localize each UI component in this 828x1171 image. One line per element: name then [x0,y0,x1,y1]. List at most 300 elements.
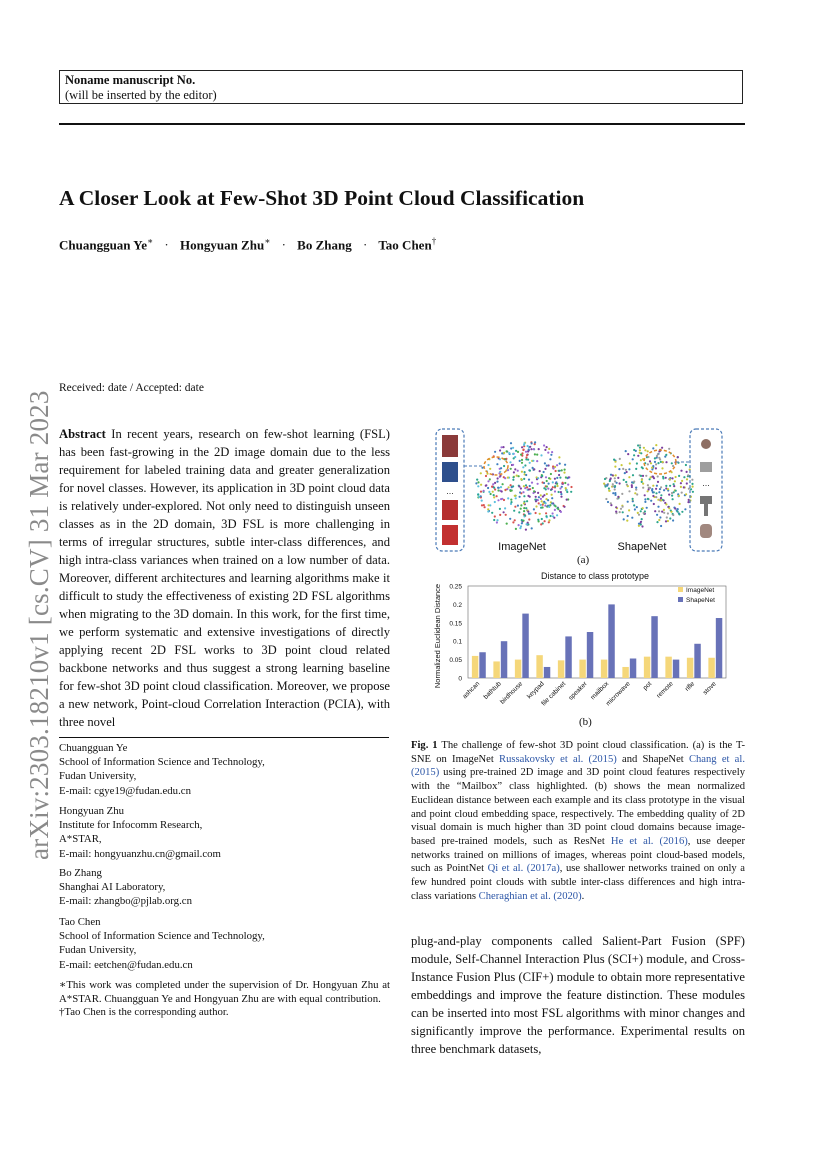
tsne-point [626,520,628,522]
tsne-point [480,484,482,486]
affiliation-line: Fudan University, [59,944,137,957]
tsne-point [666,516,668,518]
tsne-point [667,520,669,522]
tsne-point [509,518,511,520]
tsne-point [692,486,694,488]
caption-label: Fig. 1 [411,740,438,751]
x-tick-label: speaker [567,680,589,702]
tsne-point [655,463,657,465]
citation-link[interactable]: Qi et al. (2017a) [487,863,560,875]
tsne-point [656,485,658,487]
tsne-point [504,489,506,491]
tsne-point [566,489,568,491]
tsne-point [636,506,638,508]
body-text-continuation: plug-and-play components called Salient-Part Fusion (SPF) module, Self-Channel Interaction Plus (SCI+) module, and Cross-Instance Fusion Plus (CIF+) module to obtain more representative embeddings and improve the feature distinction. These modules can be inserted into most FSL algorithms with minor changes and significantly improve the performance. Experimental results on three benchmark datasets, [411,934,745,1056]
tsne-point [494,488,496,490]
tsne-point [488,504,490,506]
tsne-point [528,513,530,515]
abstract-text: In recent years, research on few-shot learning (FSL) has been fast-growing in the 2D image domain due to the less requirement for labeled training data and greater generalization for novel classes. However, its application in 3D point cloud data is relatively under-explored. Not only need to distinguish unseen classes as in the 2D domain, 3D FSL is more challenging in terms of irregular structures, subtle inter-class differences, and high intra-class variances when trained on a low number of data. Moreover, different architectures and learning algorithms make it difficult to study the effectiveness of existing 2D FSL algorithms when migrating to the 3D domain. In this work, for the first time, we perform systematic and extensive investigations of directly applying recent 2D FSL works to 3D point cloud related backbone networks and thus suggest a strong learning baseline for few-shot 3D point cloud classification. Moreover, we propose a new network, Point-cloud Correlation Interaction (PCIA), with three novel [59,427,390,729]
tsne-point [526,454,528,456]
tsne-point [500,467,502,469]
tsne-point [493,519,495,521]
tsne-point [570,486,572,488]
author-mark: † [431,236,437,246]
chart-title: Distance to class prototype [540,571,650,581]
tsne-point [510,499,512,501]
tsne-point [673,485,675,487]
tsne-point [612,474,614,476]
tsne-point [558,491,560,493]
tsne-point [633,454,635,456]
tsne-point [508,486,510,488]
bar-shapenet-pot [651,616,657,678]
tsne-point [490,493,492,495]
tsne-point [619,458,621,460]
tsne-point [628,490,630,492]
tsne-point [552,481,554,483]
tsne-point [657,462,659,464]
tsne-point [536,454,538,456]
tsne-point [647,463,649,465]
tsne-point [647,490,649,492]
tsne-point [641,525,643,527]
tsne-point [635,489,637,491]
tsne-point [665,520,667,522]
author-list [59,236,436,253]
citation-link[interactable]: Chang et al. (2015) [411,753,745,779]
tsne-point [525,507,527,509]
tsne-point [521,462,523,464]
bar-imagenet-file-cabinet [558,660,564,678]
tsne-point [627,453,629,455]
figure-1a-tsne [434,426,734,566]
tsne-point [558,456,560,458]
shapenet-tsne-scatter [603,444,694,528]
affiliation-block [59,866,192,909]
tsne-point [652,447,654,449]
y-tick-label: 0.05 [449,657,462,665]
tsne-point [491,486,493,488]
tsne-point [497,499,499,501]
tsne-point [640,510,642,512]
tsne-point [658,510,660,512]
tsne-point [491,512,493,514]
tsne-point [515,497,517,499]
tsne-point [552,486,554,488]
tsne-point [642,507,644,509]
tsne-point [524,471,526,473]
x-tick-label: birdhouse [499,680,525,706]
tsne-point [501,490,503,492]
bar-imagenet-birdhouse [515,660,521,678]
tsne-point [520,454,522,456]
tsne-point [622,506,624,508]
tsne-point [545,512,547,514]
tsne-point [510,468,512,470]
tsne-point [615,506,617,508]
tsne-point [662,477,664,479]
tsne-point [566,499,568,501]
tsne-point [481,500,483,502]
x-tick-label: mailbox [589,680,611,702]
tsne-point [650,462,652,464]
tsne-point [496,463,498,465]
tsne-point [563,506,565,508]
affiliation-line: Institute for Infocomm Research, [59,819,203,832]
tsne-point [487,464,489,466]
tsne-point [540,507,542,509]
tsne-point [653,503,655,505]
tsne-point [650,500,652,502]
tsne-point [639,447,641,449]
tsne-point [513,457,515,459]
tsne-point [516,475,518,477]
tsne-point [665,454,667,456]
tsne-point [651,467,653,469]
tsne-point [658,491,660,493]
tsne-point [644,501,646,503]
tsne-point [556,464,558,466]
tsne-point [643,447,645,449]
tsne-point [535,496,537,498]
tsne-point [644,498,646,500]
tsne-point [608,487,610,489]
tsne-point [655,492,657,494]
legend-label: ImageNet [686,587,715,594]
tsne-point [487,487,489,489]
citation-link[interactable]: Russakovsky et al. (2015) [499,753,617,765]
tsne-point [671,492,673,494]
tsne-point [678,475,680,477]
tsne-point [523,502,525,504]
chart-y-axis-label: Normalized Euclidean Distance [433,583,442,689]
tsne-point [522,491,524,493]
bar-shapenet-remote [673,660,679,678]
tsne-point [633,449,635,451]
tsne-point [564,482,566,484]
tsne-point [686,482,688,484]
tsne-point [546,446,548,448]
tsne-point [688,488,690,490]
tsne-point [629,462,631,464]
bar-imagenet-ashcan [472,656,478,678]
tsne-point [606,484,608,486]
author-separator: · [362,237,368,253]
tsne-point [512,479,514,481]
tsne-point [627,501,629,503]
header-rule [59,123,745,125]
tsne-point [541,518,543,520]
x-tick-label: stove [701,680,718,697]
tsne-point [529,485,531,487]
tsne-point [547,499,549,501]
manuscript-header-box [59,70,743,104]
citation-link[interactable]: He et al. (2016) [610,835,688,847]
tsne-point [506,523,508,525]
tsne-point [642,475,644,477]
tsne-point [493,496,495,498]
tsne-point [525,474,527,476]
bar-imagenet-stove [708,658,714,678]
tsne-point [544,468,546,470]
tsne-point [633,481,635,483]
tsne-point [678,495,680,497]
tsne-point [556,514,558,516]
tsne-point [551,497,553,499]
tsne-point [550,515,552,517]
tsne-point [547,488,549,490]
tsne-point [510,442,512,444]
tsne-point [546,485,548,487]
tsne-point [507,469,509,471]
tsne-point [542,481,544,483]
tsne-point [536,460,538,462]
tsne-point [494,451,496,453]
y-tick-label: 0.2 [452,601,462,609]
tsne-point [609,490,611,492]
tsne-point [619,511,621,513]
tsne-point [671,462,673,464]
tsne-point [612,485,614,487]
tsne-point [502,483,504,485]
tsne-point [660,494,662,496]
tsne-point [561,469,563,471]
tsne-point [625,469,627,471]
x-tick-label: pot [641,680,654,692]
author-name: Bo Zhang [297,237,352,253]
tsne-point [609,480,611,482]
tsne-point [663,509,665,511]
tsne-point [519,496,521,498]
bar-shapenet-speaker [587,632,593,678]
y-tick-label: 0.15 [449,620,462,628]
tsne-point [548,521,550,523]
tsne-point [631,484,633,486]
abstract-label: Abstract [59,427,106,441]
tsne-point [500,446,502,448]
figure-1b-label: (b) [579,716,592,728]
tsne-point [552,467,554,469]
tsne-point [681,511,683,513]
tsne-point [632,474,634,476]
affiliation-email: E-mail: hongyuanzhu.cn@gmail.com [59,847,221,860]
tsne-point [649,478,651,480]
tsne-point [489,478,491,480]
tsne-point [533,508,535,510]
tsne-point [533,490,535,492]
tsne-point [654,510,656,512]
bar-imagenet-rifle [687,658,693,678]
tsne-point [522,466,524,468]
tsne-point [687,501,689,503]
tsne-point [562,482,564,484]
tsne-point [537,483,539,485]
tsne-point [497,477,499,479]
tsne-point [527,450,529,452]
tsne-point [650,476,652,478]
tsne-point [537,477,539,479]
tsne-point [641,518,643,520]
tsne-point [517,451,519,453]
tsne-point [657,499,659,501]
tsne-point [674,480,676,482]
caption-text: using pre-trained 2D image and 3D point cloud features respectively with the “Mailbox” class highlighted. (b) shows the mean normalized Euclidean distance between each example and its class prototype in the visual and point cloud embedding space, respectively. The embedding quality of 2D visual domain is much higher than 3D point cloud domains because image-based pre-trained models, such as ResNet [411,767,745,847]
tsne-point [494,482,496,484]
tsne-point [529,462,531,464]
tsne-point [614,488,616,490]
tsne-point [487,510,489,512]
tsne-point [566,491,568,493]
affiliation-email: E-mail: zhangbo@pjlab.org.cn [59,895,192,908]
tsne-point [675,476,677,478]
tsne-point [616,482,618,484]
tsne-point [520,487,522,489]
tsne-point [506,450,508,452]
tsne-point [499,449,501,451]
tsne-point [674,508,676,510]
tsne-point [660,497,662,499]
mailbox-image-icon [442,462,458,482]
tsne-point [639,449,641,451]
tsne-point [494,501,496,503]
citation-link[interactable]: Cheraghian et al. (2020) [478,890,582,902]
tsne-point [508,452,510,454]
tsne-point [649,460,651,462]
tsne-point [554,509,556,511]
tsne-point [499,458,501,460]
tsne-point [653,477,655,479]
tsne-point [545,488,547,490]
abstract [59,425,390,731]
tsne-point [557,508,559,510]
tsne-point [487,480,489,482]
tsne-point [537,499,539,501]
tsne-point [625,450,627,452]
mailbox-pointcloud-icon [700,462,712,472]
tsne-point [675,490,677,492]
tsne-point [546,493,548,495]
tsne-point [559,470,561,472]
tsne-point [521,522,523,524]
received-date: Received: date / Accepted: date [59,382,204,394]
tsne-point [627,515,629,517]
tsne-point [669,478,671,480]
tsne-point [504,477,506,479]
tsne-point [640,459,642,461]
label-shapenet: ShapeNet [617,541,667,553]
tsne-point [514,468,516,470]
tsne-point [515,528,517,530]
tsne-point [564,469,566,471]
tsne-point [559,487,561,489]
tsne-point [623,479,625,481]
tsne-point [680,486,682,488]
tsne-point [604,485,606,487]
tsne-point [485,484,487,486]
tsne-point [478,496,480,498]
tsne-point [544,520,546,522]
tsne-point [614,461,616,463]
tsne-point [496,495,498,497]
mailbox-pointcloud-icon [700,524,712,538]
tsne-point [691,479,693,481]
tsne-point [559,477,561,479]
affiliation-block [59,915,265,972]
arxiv-identifier: arXiv:2303.18210v1 [cs.CV] 31 Mar 2023 [24,390,54,860]
tsne-point [493,494,495,496]
tsne-point [641,466,643,468]
tsne-point [570,491,572,493]
tsne-point [525,456,527,458]
bar-shapenet-bathtub [501,641,507,678]
tsne-point [651,476,653,478]
tsne-point [691,483,693,485]
tsne-point [502,446,504,448]
tsne-point [525,451,527,453]
tsne-point [681,480,683,482]
tsne-point [662,461,664,463]
tsne-point [644,494,646,496]
tsne-point [493,487,495,489]
tsne-point [523,449,525,451]
tsne-point [605,498,607,500]
tsne-point [537,492,539,494]
tsne-point [520,508,522,510]
tsne-point [483,490,485,492]
tsne-point [492,483,494,485]
figure-1a-label: (a) [577,554,590,566]
tsne-point [505,514,507,516]
tsne-point [637,455,639,457]
tsne-point [673,483,675,485]
tsne-point [528,449,530,451]
tsne-point [521,471,523,473]
tsne-point [678,513,680,515]
tsne-point [540,504,542,506]
tsne-point [538,448,540,450]
tsne-point [526,500,528,502]
mailbox-image-icon [442,525,458,545]
footnote-equal-contribution: ∗This work was completed under the supervision of Dr. Hongyuan Zhu at A*STAR. Chuangguan Ye and Hongyuan Zhu are with equal contribution. [59,979,390,1005]
tsne-point [489,468,491,470]
bar-shapenet-microwave [630,658,636,678]
affiliation-name: Tao Chen [59,916,101,928]
footnotes [59,979,390,1020]
tsne-point [667,512,669,514]
affiliation-line: Fudan University, [59,770,137,783]
tsne-point [504,507,506,509]
tsne-point [615,474,617,476]
tsne-point [526,486,528,488]
x-tick-label: file cabinet [540,680,568,708]
tsne-point [548,483,550,485]
bar-shapenet-keypad [544,667,550,678]
tsne-point [563,472,565,474]
tsne-point [685,493,687,495]
tsne-point [514,519,516,521]
tsne-point [524,464,526,466]
tsne-point [638,514,640,516]
tsne-point [615,511,617,513]
tsne-point [655,444,657,446]
tsne-point [543,444,545,446]
tsne-point [631,481,633,483]
tsne-point [510,484,512,486]
tsne-point [624,472,626,474]
tsne-point [655,488,657,490]
tsne-point [541,500,543,502]
tsne-point [657,453,659,455]
